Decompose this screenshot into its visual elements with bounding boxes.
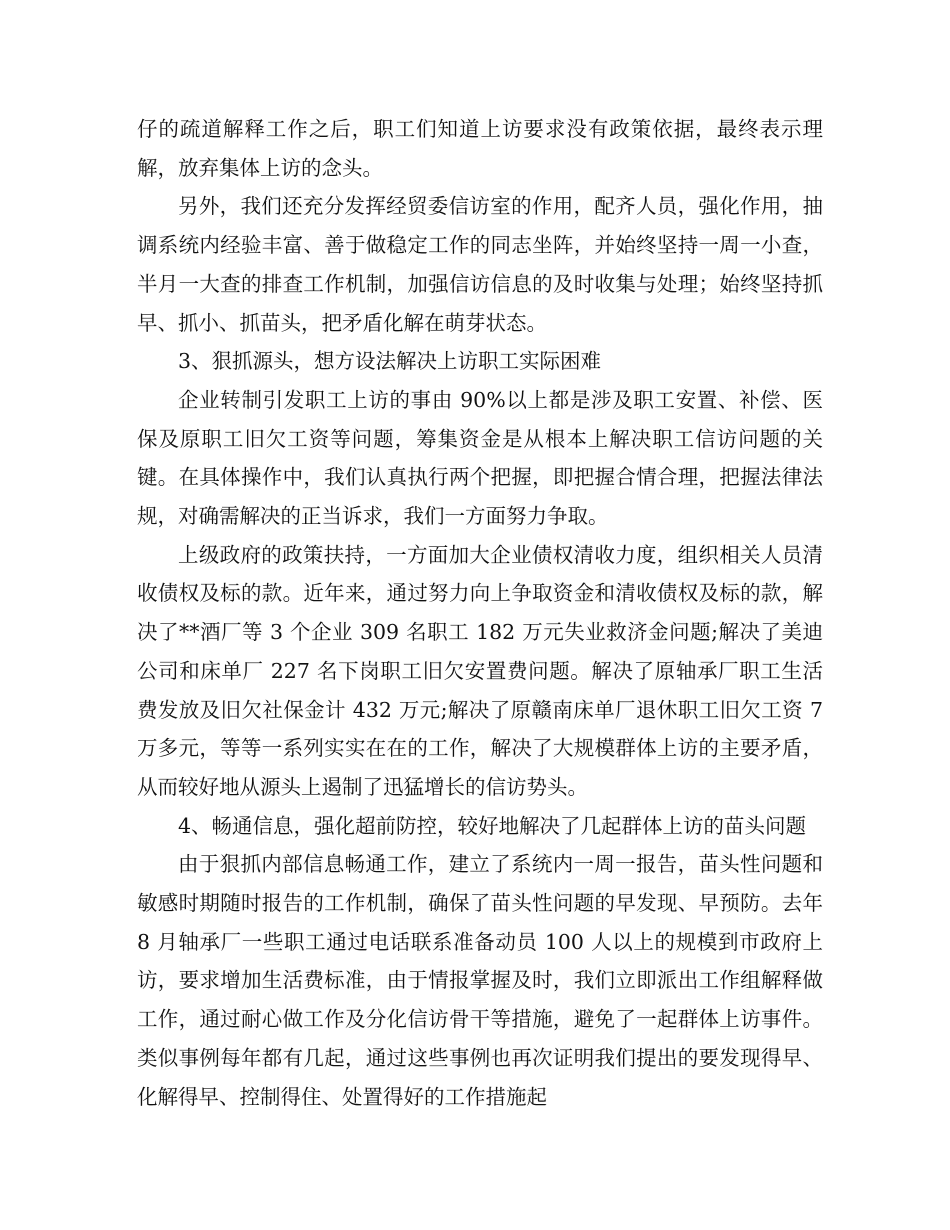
section-heading-4: 4、畅通信息，强化超前防控，较好地解决了几起群体上访的苗头问题	[178, 813, 807, 838]
document-body	[137, 110, 823, 1116]
paragraph-petition-office: 另外，我们还充分发挥经贸委信访室的作用，配齐人员，强化作用，抽调系统内经验丰富、善于做稳定工作的同志坐阵，并始终坚持一周一小查，半月一大查的排查工作机制，加强信访信息的及时收集与处理；始终坚持抓早、抓小、抓苗头，把矛盾化解在萌芽状态。	[137, 194, 823, 335]
section-heading-3: 3、狠抓源头，想方设法解决上访职工实际困难	[178, 349, 602, 374]
paragraph-enterprise-restructuring: 企业转制引发职工上访的事由 90%以上都是涉及职工安置、补偿、医保及原职工旧欠工资等问题，筹集资金是从根本上解决职工信访问题的关键。在具体操作中，我们认真执行两个把握，即把握合情合理，把握法律法规，对确需解决的正当诉求，我们一方面努力争取。	[137, 387, 823, 529]
paragraph-information-flow: 由于狠抓内部信息畅通工作，建立了系统内一周一报告，苗头性问题和敏感时期随时报告的工作机制，确保了苗头性问题的早发现、早预防。去年 8 月轴承厂一些职工通过电话联系准备动员 100 人以上的规模到市政府上访，要求增加生活费标准，由于情报掌握及时，我们立即派出工作组解释做工作，通过耐心做工作及分化信访骨干等措施，避免了一起群体上访事件。类似事例每年都有几起，通过这些事例也再次证明我们提出的要发现得早、化解得早、控制得住、处置得好的工作措施起	[137, 852, 823, 1109]
paragraph-government-support: 上级政府的政策扶持，一方面加大企业债权清收力度，组织相关人员清收债权及标的款。近年来，通过努力向上争取资金和清收债权及标的款，解决了**酒厂等 3 个企业 309 名职工 182 万元失业救济金问题;解决了美迪公司和床单厂 227 名下岗职工旧欠安置费问题。解决了原轴承厂职工生活费发放及旧欠社保金计 432 万元;解决了原赣南床单厂退休职工旧欠工资 7 万多元，等等一系列实实在在的工作，解决了大规模群体上访的主要矛盾，从而较好地从源头上遏制了迅猛增长的信访势头。	[137, 542, 823, 799]
paragraph-continuation: 仔的疏道解释工作之后，职工们知道上访要求没有政策依据，最终表示理解，放弃集体上访的念头。	[137, 117, 823, 180]
